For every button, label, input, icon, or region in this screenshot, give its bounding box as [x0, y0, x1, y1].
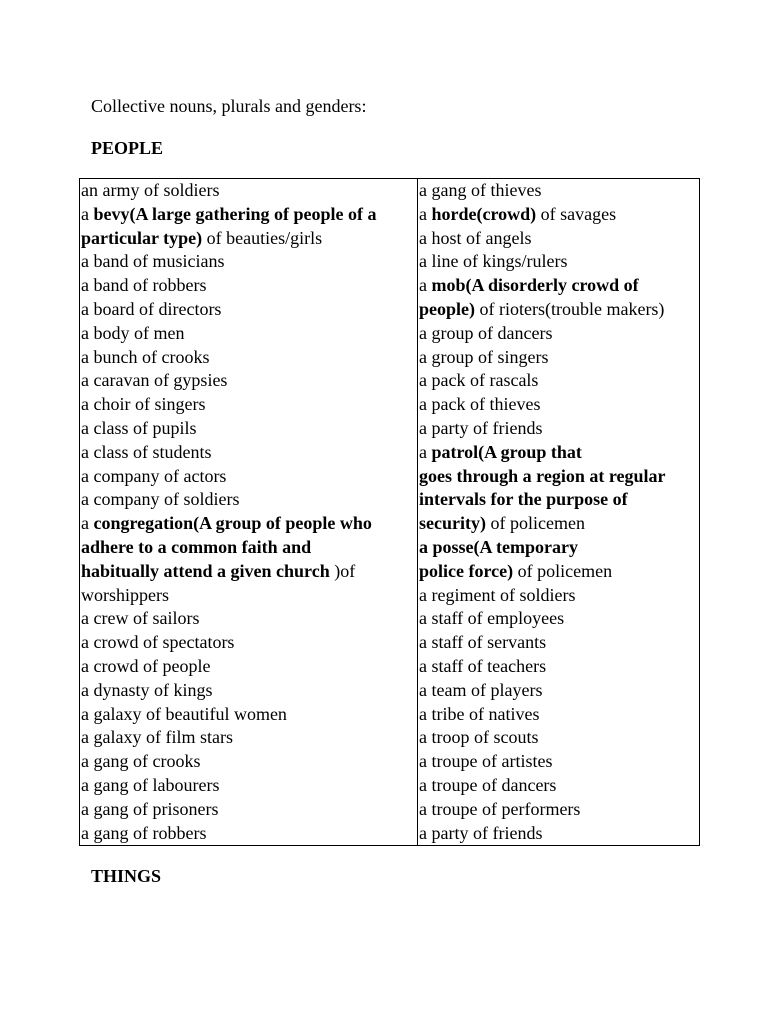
- bold-text-segment: adhere to a common faith and: [81, 536, 312, 557]
- table-line: [80, 417, 417, 441]
- table-line: [80, 298, 417, 322]
- table-line: [80, 750, 417, 774]
- table-line: [80, 584, 417, 608]
- table-line: [418, 393, 699, 417]
- table-line: [418, 774, 699, 798]
- table-line: [80, 536, 417, 560]
- text-segment: a galaxy of beautiful women: [81, 703, 287, 724]
- text-segment: a: [419, 275, 432, 296]
- text-segment: a: [81, 513, 94, 534]
- table-line: [418, 274, 699, 298]
- table-line: [80, 227, 417, 251]
- bold-text-segment: security): [419, 513, 486, 534]
- table-line: [80, 655, 417, 679]
- text-segment: a band of musicians: [81, 251, 225, 272]
- table-line: [80, 322, 417, 346]
- table-line: [418, 346, 699, 370]
- table-line: [418, 822, 699, 846]
- table-line: [418, 179, 699, 203]
- text-segment: a bunch of crooks: [81, 346, 210, 367]
- table-line: [80, 369, 417, 393]
- left-column: [80, 179, 418, 845]
- table-line: [418, 322, 699, 346]
- table-line: [80, 274, 417, 298]
- table-line: [80, 607, 417, 631]
- text-segment: a line of kings/rulers: [419, 251, 568, 272]
- bold-text-segment: intervals for the purpose of: [419, 489, 628, 510]
- table-line: [80, 560, 417, 584]
- text-segment: a board of directors: [81, 298, 222, 319]
- text-segment: a party of friends: [419, 417, 543, 438]
- text-segment: a pack of rascals: [419, 370, 539, 391]
- bold-text-segment: particular type): [81, 227, 203, 248]
- table-line: [418, 750, 699, 774]
- text-segment: a staff of employees: [419, 608, 565, 629]
- table-line: [80, 822, 417, 846]
- table-line: [80, 512, 417, 536]
- text-segment: a: [419, 441, 432, 462]
- text-segment: a gang of crooks: [81, 751, 201, 772]
- table-line: [418, 726, 699, 750]
- bold-text-segment: a posse(A temporary: [419, 536, 578, 557]
- text-segment: a party of friends: [419, 822, 543, 843]
- text-segment: of policemen: [485, 513, 585, 534]
- table-line: [418, 798, 699, 822]
- table-line: [80, 250, 417, 274]
- table-line: [418, 465, 699, 489]
- text-segment: a class of pupils: [81, 417, 197, 438]
- table-line: [418, 607, 699, 631]
- text-segment: of policemen: [513, 560, 613, 581]
- text-segment: a dynasty of kings: [81, 679, 213, 700]
- text-segment: a team of players: [419, 679, 543, 700]
- right-column: [418, 179, 699, 845]
- table-line: [418, 369, 699, 393]
- text-segment: a galaxy of film stars: [81, 727, 233, 748]
- table-line: [80, 441, 417, 465]
- things-heading: THINGS: [91, 866, 162, 886]
- text-segment: a troop of scouts: [419, 727, 539, 748]
- text-segment: a crew of sailors: [81, 608, 200, 629]
- text-segment: a troupe of artistes: [419, 751, 553, 772]
- text-segment: a band of robbers: [81, 275, 207, 296]
- table-line: [80, 726, 417, 750]
- bold-text-segment: habitually attend a given church: [81, 560, 335, 581]
- text-segment: a caravan of gypsies: [81, 370, 228, 391]
- table-line: [418, 536, 699, 560]
- text-segment: a tribe of natives: [419, 703, 540, 724]
- text-segment: a group of dancers: [419, 322, 553, 343]
- table-line: [418, 679, 699, 703]
- bold-text-segment: mob(A disorderly crowd of: [431, 275, 639, 296]
- text-segment: a staff of servants: [419, 632, 547, 653]
- bold-text-segment: bevy(A large gathering of people of a: [93, 203, 377, 224]
- text-segment: a gang of robbers: [81, 822, 207, 843]
- text-segment: a crowd of spectators: [81, 632, 235, 653]
- table-line: [80, 679, 417, 703]
- table-line: [80, 488, 417, 512]
- bold-text-segment: goes through a region at regular: [419, 465, 666, 486]
- text-segment: a: [419, 203, 432, 224]
- table-line: [418, 631, 699, 655]
- table-line: [418, 441, 699, 465]
- text-segment: a gang of prisoners: [81, 798, 219, 819]
- text-segment: a company of actors: [81, 465, 227, 486]
- table-line: [418, 584, 699, 608]
- table-line: [80, 393, 417, 417]
- text-segment: worshippers: [81, 584, 169, 605]
- table-line: [418, 203, 699, 227]
- text-segment: a troupe of performers: [419, 798, 581, 819]
- text-segment: a staff of teachers: [419, 655, 547, 676]
- document-title: Collective nouns, plurals and genders:: [91, 96, 367, 116]
- text-segment: of savages: [536, 203, 617, 224]
- text-segment: a: [81, 203, 94, 224]
- table-line: [80, 631, 417, 655]
- text-segment: a pack of thieves: [419, 394, 541, 415]
- bold-text-segment: people): [419, 298, 475, 319]
- table-line: [80, 465, 417, 489]
- table-line: [80, 346, 417, 370]
- text-segment: a gang of labourers: [81, 774, 220, 795]
- table-line: [80, 203, 417, 227]
- text-segment: a troupe of dancers: [419, 774, 557, 795]
- table-line: [418, 227, 699, 251]
- table-line: [418, 655, 699, 679]
- people-nouns-table: [79, 178, 700, 846]
- table-line: [418, 417, 699, 441]
- table-line: [80, 798, 417, 822]
- table-line: [418, 703, 699, 727]
- text-segment: of rioters(trouble makers): [475, 298, 665, 319]
- table-line: [80, 179, 417, 203]
- text-segment: a company of soldiers: [81, 489, 240, 510]
- text-segment: a choir of singers: [81, 394, 206, 415]
- table-line: [418, 250, 699, 274]
- text-segment: )of: [334, 560, 356, 581]
- table-line: [80, 774, 417, 798]
- bold-text-segment: patrol(A group that: [431, 441, 582, 462]
- text-segment: a regiment of soldiers: [419, 584, 576, 605]
- text-segment: a group of singers: [419, 346, 549, 367]
- text-segment: of beauties/girls: [202, 227, 323, 248]
- bold-text-segment: congregation(A group of people who: [93, 513, 372, 534]
- people-heading: PEOPLE: [91, 138, 164, 158]
- table-line: [418, 298, 699, 322]
- table-line: [418, 488, 699, 512]
- table-line: [418, 560, 699, 584]
- text-segment: an army of soldiers: [81, 180, 220, 200]
- text-segment: a gang of thieves: [419, 180, 542, 200]
- table-line: [418, 512, 699, 536]
- bold-text-segment: police force): [419, 560, 514, 581]
- table-line: [80, 703, 417, 727]
- bold-text-segment: horde(crowd): [431, 203, 537, 224]
- text-segment: a body of men: [81, 322, 185, 343]
- text-segment: a host of angels: [419, 227, 532, 248]
- text-segment: a crowd of people: [81, 655, 211, 676]
- text-segment: a class of students: [81, 441, 212, 462]
